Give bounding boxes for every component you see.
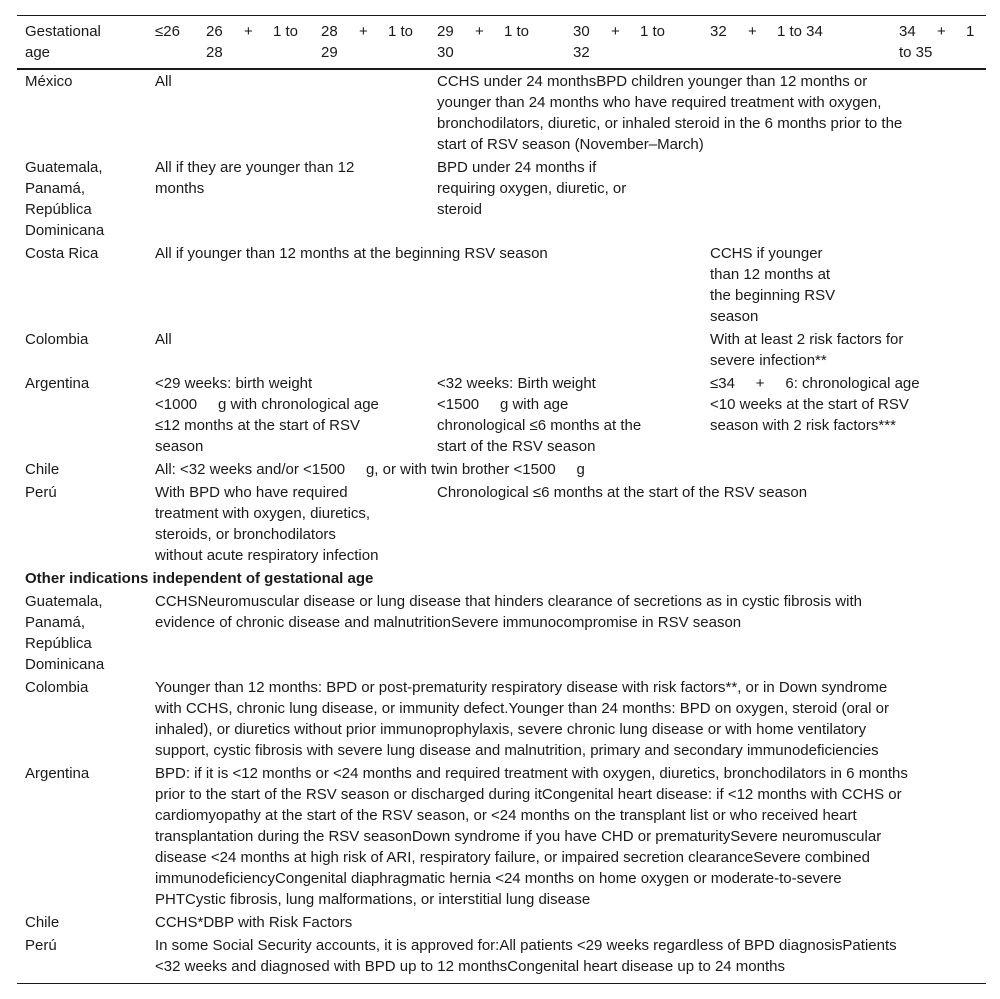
table-cell: All if younger than 12 months at the beginning RSV season — [155, 245, 548, 262]
header-plus: + — [937, 23, 946, 40]
table-cell: BPD: if it is <12 months or <24 months and required treatment with oxygen, diuretics, bronchodilators in 6 months — [155, 765, 908, 782]
header-cell: to 35 — [899, 44, 933, 61]
table-cell: bronchodilators, diuretic, or inhaled steroid in the 6 months prior to the — [437, 115, 903, 132]
table-cell: treatment with oxygen, diuretics, — [155, 505, 371, 522]
section-title: Other indications independent of gestational age — [25, 570, 374, 587]
table-cell: start of the RSV season — [437, 438, 596, 455]
table-cell: CCHS*DBP with Risk Factors — [155, 914, 353, 931]
table-cell: With at least 2 risk factors for — [710, 331, 904, 348]
table-cell: Chronological ≤6 months at the start of the RSV season — [437, 484, 808, 501]
table-cell: without acute respiratory infection — [155, 547, 379, 564]
header-cell: 29 — [437, 23, 454, 40]
table-cell: support, cystic fibrosis with severe lung disease and malnutrition, primary and secondary immunodeficiencies — [155, 742, 879, 759]
country-label: Perú — [25, 937, 57, 954]
table-cell: CCHSNeuromuscular disease or lung disease that hinders clearance of secretions as in cystic fibrosis with — [155, 593, 862, 610]
country-label: Panamá, — [25, 614, 86, 631]
table-cell: evidence of chronic disease and malnutritionSevere immunocompromise in RSV season — [155, 614, 742, 631]
table-cell: younger than 24 months who have required treatment with oxygen, — [437, 94, 882, 111]
table-cell: With BPD who have required — [155, 484, 348, 501]
country-label: Chile — [25, 461, 60, 478]
header-bottom-rule — [17, 68, 986, 70]
table-cell: the beginning RSV — [710, 287, 836, 304]
table-cell: disease <24 months at high risk of ARI, respiratory failure, or impaired secretion clearanceSevere combined — [155, 849, 870, 866]
table-cell: months — [155, 180, 205, 197]
table-cell: start of RSV season (November–March) — [437, 136, 704, 153]
header-offset: 1 to — [273, 23, 299, 40]
table-cell: season with 2 risk factors*** — [710, 417, 896, 434]
country-label: República — [25, 201, 92, 218]
header-plus: + — [475, 23, 484, 40]
table-cell: <10 weeks at the start of RSV — [710, 396, 909, 413]
header-offset: 1 to 34 — [777, 23, 823, 40]
table-cell: In some Social Security accounts, it is approved for:All patients <29 weeks regardless of BPD diagnosisPatients — [155, 937, 897, 954]
header-cell: ≤26 — [155, 23, 180, 40]
header-offset: 1 to — [640, 23, 666, 40]
table-cell: All: <32 weeks and/or <1500 g, or with twin brother <1500 g — [155, 461, 585, 478]
table-cell: BPD under 24 months if — [437, 159, 597, 176]
table-cell: cardiomyopathy at the start of the RSV season, or <24 months on the transplant list or who received heart — [155, 807, 857, 824]
table-cell: season — [710, 308, 759, 325]
table-cell: All if they are younger than 12 — [155, 159, 355, 176]
table-cell: severe infection** — [710, 352, 827, 369]
header-plus: + — [359, 23, 368, 40]
country-label: Guatemala, — [25, 593, 103, 610]
table-cell: <29 weeks: birth weight — [155, 375, 313, 392]
table-cell: All — [155, 73, 172, 90]
table-cell: ≤34 + 6: chronological age — [710, 375, 920, 392]
table-cell: with CCHS, chronic lung disease, or immunity defect.Younger than 24 months: BPD on oxygen, steroid (oral or — [155, 700, 889, 717]
table-cell: CCHS under 24 monthsBPD children younger than 12 months or — [437, 73, 868, 90]
country-label: Perú — [25, 484, 57, 501]
country-label: Panamá, — [25, 180, 86, 197]
table-cell: prior to the start of the RSV season or discharged during itCongenital heart disease: if <12 months with CCHS or — [155, 786, 902, 803]
header-cell: 30 — [573, 23, 590, 40]
country-label: Costa Rica — [25, 245, 99, 262]
header-row-label: Gestational — [25, 23, 101, 40]
header-offset: 1 to — [388, 23, 414, 40]
table-cell: Younger than 12 months: BPD or post-prematurity respiratory disease with risk factors**, or in Down syndrome — [155, 679, 888, 696]
country-label: Argentina — [25, 375, 90, 392]
country-label: Colombia — [25, 331, 89, 348]
country-label: México — [25, 73, 73, 90]
country-label: Guatemala, — [25, 159, 103, 176]
country-label: Argentina — [25, 765, 90, 782]
table-cell: CCHS if younger — [710, 245, 823, 262]
header-cell: 30 — [437, 44, 454, 61]
header-offset: 1 — [966, 23, 975, 40]
table-cell: immunodeficiencyCongenital diaphragmatic hernia <24 months on home oxygen or moderate-to-severe — [155, 870, 842, 887]
country-label: República — [25, 635, 92, 652]
table-cell: transplantation during the RSV seasonDown syndrome if you have CHD or prematuritySevere neuromuscular — [155, 828, 882, 845]
table-cell: steroid — [437, 201, 483, 218]
table-cell: season — [155, 438, 204, 455]
country-label: Dominicana — [25, 656, 105, 673]
table-cell: requiring oxygen, diuretic, or — [437, 180, 627, 197]
header-cell: 28 — [206, 44, 223, 61]
table-cell: <32 weeks and diagnosed with BPD up to 12 monthsCongenital heart disease up to 24 months — [155, 958, 785, 975]
table-cell: <32 weeks: Birth weight — [437, 375, 596, 392]
header-plus: + — [611, 23, 620, 40]
table-cell: All — [155, 331, 172, 348]
country-label: Chile — [25, 914, 60, 931]
table-bottom-rule — [17, 983, 986, 984]
table-cell: PHTCystic fibrosis, lung malformations, or interstitial lung disease — [155, 891, 591, 908]
table-cell: <1000 g with chronological age — [155, 396, 379, 413]
table-cell: inhaled), or diuretics without prior immunoprophylaxis, severe chronic lung disease or with home ventilatory — [155, 721, 867, 738]
table-cell: ≤12 months at the start of RSV — [155, 417, 360, 434]
header-cell: 26 — [206, 23, 223, 40]
table-cell: than 12 months at — [710, 266, 831, 283]
table-top-rule — [17, 15, 986, 16]
header-plus: + — [244, 23, 253, 40]
header-row-label: age — [25, 44, 51, 61]
header-cell: 32 — [710, 23, 727, 40]
table-cell: steroids, or bronchodilators — [155, 526, 336, 543]
header-cell: 29 — [321, 44, 338, 61]
header-cell: 28 — [321, 23, 338, 40]
header-plus: + — [748, 23, 757, 40]
country-label: Colombia — [25, 679, 89, 696]
header-cell: 34 — [899, 23, 916, 40]
header-cell: 32 — [573, 44, 590, 61]
header-offset: 1 to — [504, 23, 530, 40]
table-cell: chronological ≤6 months at the — [437, 417, 642, 434]
table-cell: <1500 g with age — [437, 396, 569, 413]
country-label: Dominicana — [25, 222, 105, 239]
